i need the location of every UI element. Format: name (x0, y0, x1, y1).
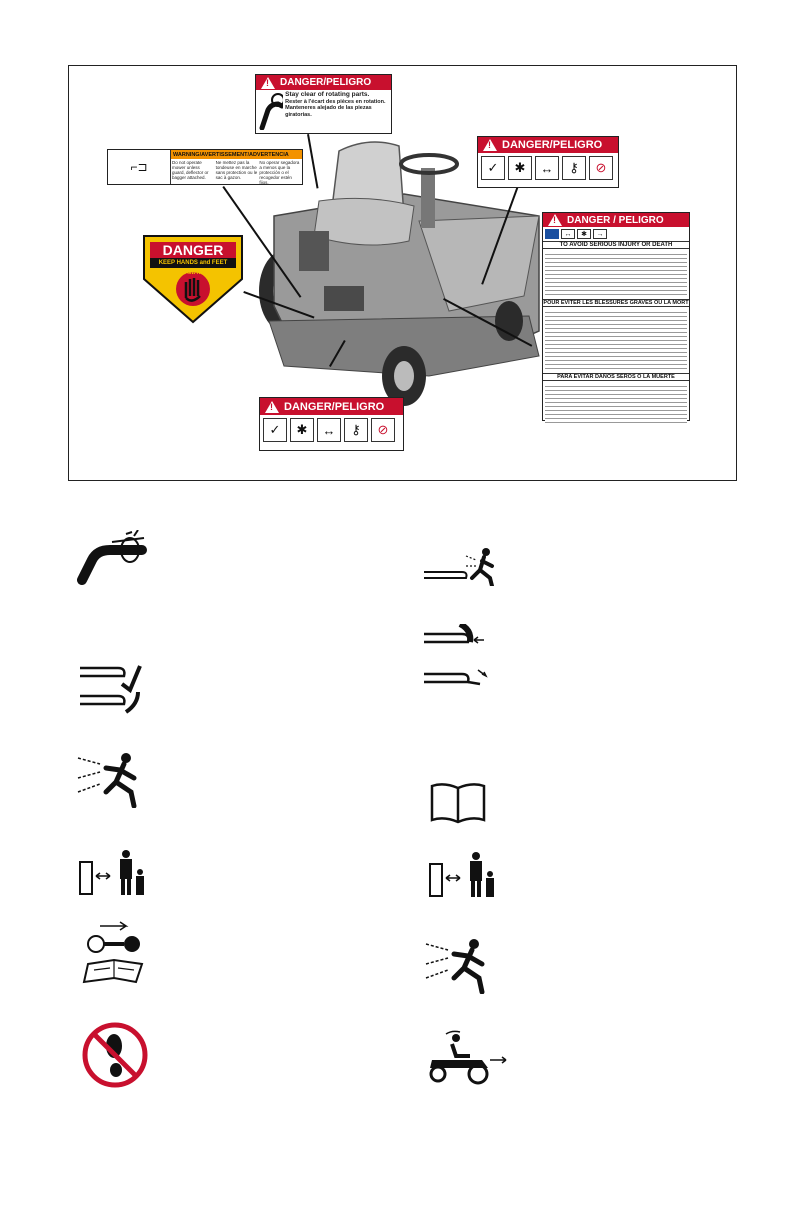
decal-body-text (545, 309, 687, 371)
decal-header-text: WARNING/AVERTISSEMENT/ADVERTENCIA (171, 150, 302, 159)
decal-text-es: Manteneres alejado de las piezas giratorias. (285, 105, 372, 118)
deflector-raised-icon (422, 624, 492, 690)
mower-reverse-icon: → (593, 229, 607, 239)
deflector-attached-icon: ✓ (263, 418, 287, 442)
no-riders-icon: ⊘ (371, 418, 395, 442)
decal-body-text (545, 383, 687, 423)
no-riders-icon (80, 1020, 150, 1090)
thrown-object-icon: ✱ (508, 156, 532, 180)
decal-header (256, 75, 391, 90)
decal-location-figure (68, 65, 737, 481)
remove-key-read-manual-icon (80, 920, 150, 986)
decal-rotating-parts (255, 74, 392, 134)
deflector-attached-icon (78, 664, 143, 714)
manual-icon (428, 780, 488, 826)
decal-text-en: Stay clear of rotating parts. (285, 91, 370, 98)
decal-keep-hands-feet-away (142, 234, 244, 324)
decal-text-en: Do not operate mower unless guard, deflector or bagger attached. (172, 160, 209, 180)
decal-header (543, 213, 689, 227)
decal-pictogram-row (543, 227, 689, 241)
thrown-object-icon (424, 934, 504, 994)
remove-key-read-manual-icon: ⚷ (562, 156, 586, 180)
decal-body-text (545, 251, 687, 297)
remove-key-read-manual-icon: ⚷ (344, 418, 368, 442)
thrown-object-icon (76, 748, 156, 808)
decal-header-text: DANGER/PELIGRO (284, 400, 385, 413)
decal-section-title-en: TO AVOID SERIOUS INJURY OR DEATH (543, 241, 689, 249)
decal-danger-large (542, 212, 690, 421)
thrown-object-icon: ✱ (290, 418, 314, 442)
deflector-attached-icon: ✓ (481, 156, 505, 180)
decal-header-text: DANGER/PELIGRO (502, 139, 603, 151)
manual-icon (545, 229, 559, 239)
decal-header (478, 137, 618, 153)
decal-header-text: DANGER/PELIGRO (280, 77, 372, 88)
decal-section-title-es: PARA EVITAR DAÑOS SEROS O LA MUERTE (543, 373, 689, 381)
decal-danger-safety-right (477, 136, 619, 188)
decal-header-text: DANGER / PELIGRO (567, 214, 664, 226)
decal-subtitle: KEEP HANDS and FEET AWAY (158, 260, 228, 276)
mower-reverse-icon (426, 1030, 511, 1085)
decal-text-es: No operar segadora a menos que la protección o el recogedor estén fijos. (259, 160, 300, 185)
keep-bystanders-away-icon (428, 850, 500, 898)
thrown-object-icon (422, 546, 517, 586)
decal-section-title-fr: POUR EVITER LES BLESSURES GRAVES OU LA MORT (543, 300, 689, 306)
no-riders-icon: ⊘ (589, 156, 613, 180)
decal-text-fr: Rester à l'écart des pièces en rotation. (285, 98, 386, 105)
decal-text-fr: Ne mettez pas la tondeuse en marche sans protection ou le sac à gazon. (215, 160, 258, 180)
decal-danger-safety-bottom (259, 397, 404, 451)
keep-bystanders-away-icon: ↔ (561, 229, 575, 239)
deflector-icon: ⌐⊐ (108, 150, 171, 184)
decal-warning-deflector (107, 149, 303, 185)
keep-bystanders-away-icon: ↔ (317, 418, 341, 442)
decal-header-text: DANGER (162, 242, 224, 258)
rotating-parts-icon (256, 90, 283, 130)
thrown-object-icon: ✱ (577, 229, 591, 239)
keep-bystanders-away-icon (78, 848, 150, 896)
keep-bystanders-away-icon: ↔ (535, 156, 559, 180)
rotating-parts-icon (72, 530, 152, 585)
decal-header (260, 398, 403, 415)
